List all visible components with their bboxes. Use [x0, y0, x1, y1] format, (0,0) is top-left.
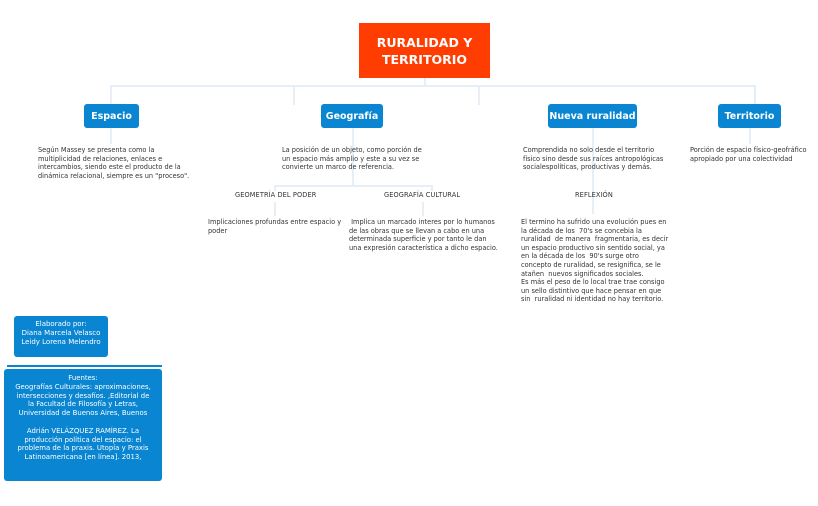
sources-box[interactable]: Fuentes: Geografías Culturales: aproximaciones, intersecciones y desafíos. ,Editorial de la Facultad de Filosofía y Letras, Universidad de Buenos Aires, Buenos Adrián VELÁZQUEZ RAMÍREZ. La producción política del espacio: el problema de la praxis. Utopía y Praxis Latinoamericana [en línea]. 2013,	[4, 369, 162, 481]
cultural-description: Implica un marcado interes por lo humanos de las obras que se llevan a cabo en una determinada superficie y por tanto le dan una expresión característica a dicho espacio.	[349, 218, 498, 252]
root-title-line2: TERRITORIO	[381, 52, 468, 67]
subtopic-geometria-del-poder[interactable]: GEOMETRÍA DEL PODER	[235, 191, 317, 199]
topic-geografia-label: Geografía	[325, 110, 379, 122]
root-node-ruralidad-territorio[interactable]	[359, 23, 490, 78]
connector-cultural-desc	[422, 202, 424, 216]
topic-territorio-label: Territorio	[724, 110, 775, 122]
geografia-description: La posición de un objeto, como porción de un espacio más amplio y este a su vez se convierte un marco de referencia.	[282, 146, 422, 172]
root-title-line1: RURALIDAD Y	[376, 35, 473, 50]
connector-geografia-sub-horizontal	[274, 185, 432, 187]
espacio-description: Según Massey se presenta como la multiplicidad de relaciones, enlaces e intercambios, siendo este el producto de la dinámica relacional, siempre es un "proceso".	[38, 146, 190, 180]
territorio-description: Porción de espacio físico-geofráfico apropiado por una colectividad	[690, 146, 807, 163]
connector-espacio-desc	[110, 128, 112, 144]
credits-box[interactable]: Elaborado por: Diana Marcela Velasco Leidy Lorena Melendro	[14, 316, 108, 357]
reflexion-description: El termino ha sufrido una evolución pues en la década de los 70's se concebia la ruralidad de manera fragmentaria, es decir un espacio productivo sin sentido social, ya en la década de los 90's surge otro concepto de ruralidad, se resignifica, se le atañen nuevos significados sociales. Es más el peso de lo local trae trae consigo un sello distintivo que hace pensar en que sin ruralidad ni identidad no hay territorio.	[521, 218, 669, 304]
topic-espacio[interactable]	[84, 104, 139, 128]
connector-territorio	[754, 85, 756, 105]
topic-geografia[interactable]	[321, 104, 383, 128]
topic-espacio-label: Espacio	[91, 110, 132, 122]
subtopic-geografia-cultural[interactable]: GEOGRAFÍA CULTURAL	[384, 191, 461, 199]
connector-nueva-ruralidad	[478, 85, 480, 105]
nueva-ruralidad-description: Comprendida no solo desde el territorio físico sino desde sus raíces antropológicas socialespolíticas, productivas y demás.	[523, 146, 664, 172]
geometria-description: Implicaciones profundas entre espacio y poder	[208, 218, 342, 235]
topic-nueva-ruralidad-label: Nueva ruralidad	[549, 110, 636, 122]
connector-horizontal-main	[110, 85, 755, 87]
topic-nueva-ruralidad[interactable]	[548, 104, 637, 128]
connector-territorio-desc	[749, 128, 751, 144]
topic-territorio[interactable]	[718, 104, 781, 128]
connector-geografia	[293, 85, 295, 105]
connector-geometria-desc	[274, 202, 276, 216]
subtopic-reflexion[interactable]: REFLEXIÓN	[575, 191, 613, 199]
divider-credits	[7, 365, 162, 367]
connector-espacio	[110, 85, 112, 105]
